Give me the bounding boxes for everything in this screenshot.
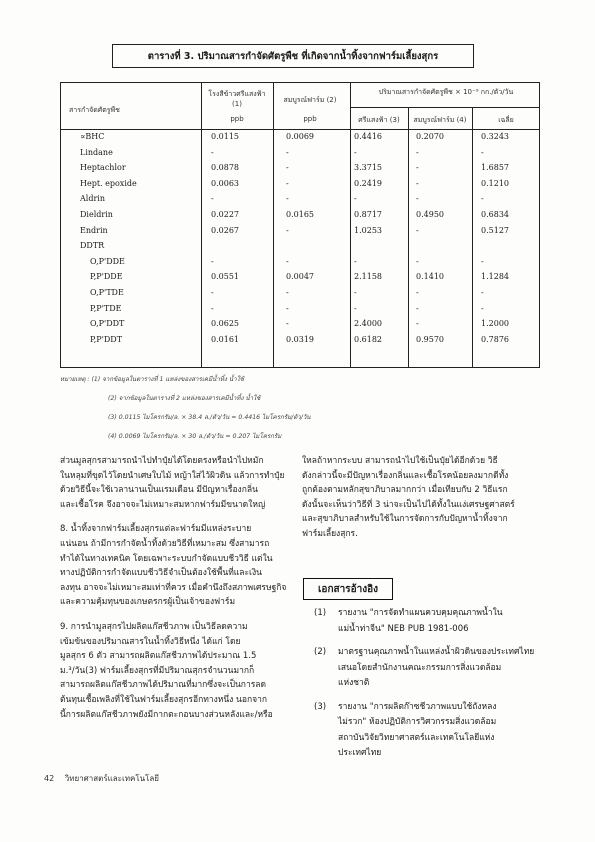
text-line: ใหลถ้าหากระบบ สามารถนำไปใช้เป็นปุ๋ยได้อีกด้วย วิธี: [302, 456, 498, 466]
table-cell: 0.8717: [354, 210, 382, 219]
table-cell: 0.0551: [211, 272, 239, 282]
table-cell: 2.4000: [354, 319, 382, 329]
table-row: [61, 272, 539, 286]
header-col4: สมบูรณ์ฟาร์ม (4): [413, 116, 467, 124]
table-header: [61, 83, 539, 130]
table-cell: -: [416, 163, 419, 173]
table-cell: 0.0161: [211, 334, 239, 344]
text-line: ลงทุน อาจจะไม่เหมาะสมเท่าที่ควร เมื่อคำนึงถึงสภาพเศรษฐกิจ: [60, 582, 287, 593]
table-row: [61, 194, 539, 208]
table-cell: 1.2000: [481, 319, 509, 329]
table-row: [61, 163, 539, 177]
table-cell: -: [416, 147, 419, 157]
pesticide-name: Hept. epoxide: [80, 178, 137, 188]
reference-text: รายงาน "การจัดทำแผนควบคุมคุณภาพน้ำใน: [338, 608, 503, 618]
table-cell: 1.0253: [354, 225, 382, 235]
reference-text: ประเทศไทย: [338, 748, 382, 758]
header-somboon: สมบูรณ์ฟาร์ม (2): [283, 96, 337, 104]
pesticide-name: Aldrin: [80, 194, 105, 204]
text-line: สามารถผลิตแก๊สชีวภาพได้ปริมาณที่มากซึ่งจะเป็นการลด: [60, 680, 267, 691]
note: (3) 0.0115 ไมโครกรัม/ล. × 38.4 ล./ตัว/วัน = 0.4416 ไมโครกรัม/ตัว/วัน: [108, 414, 311, 421]
table-row: [61, 304, 539, 318]
table-row: [61, 179, 539, 193]
header-srisaengfa: โรงสีข้าวศรีแสงฟ้า (1): [208, 90, 266, 108]
header-unit-1: ppb: [230, 115, 244, 123]
table-cell: 3.3715: [354, 163, 382, 173]
text-line: 9. การนำมูลสุกรไปผลิตแก๊สชีวภาพ เป็นวิธีลดความ: [60, 621, 248, 632]
text-line: ต้นทุนเชื้อเพลิงที่ใช้ในฟาร์มเลี้ยงสุกรอีกทางหนึ่ง นอกจาก: [60, 694, 267, 705]
table-cell: -: [211, 288, 214, 297]
table-cell: -: [286, 194, 289, 204]
header-unit-2: ppb: [303, 115, 317, 123]
table-cell: -: [354, 303, 357, 313]
reference-number: (2): [314, 647, 327, 657]
reference-text: มาตรฐานคุณภาพน้ำในแหล่งน้ำผิวดินของประเทศไทย: [338, 647, 535, 657]
pesticide-name: Dieldrin: [80, 210, 113, 219]
table-row: [61, 319, 539, 333]
table-cell: 0.9570: [416, 334, 444, 344]
body-text-left: [60, 454, 286, 722]
table-cell: -: [286, 147, 289, 157]
text-line: ทางปฏิบัติการกำจัดแบบชีววิธีจำเป็นต้องใช้พื้นที่และเงิน: [60, 568, 262, 579]
table-cell: 1.1284: [481, 272, 509, 282]
table-cell: -: [416, 288, 419, 297]
table-notes: [60, 370, 530, 446]
reference-text: สถาบันวิจัยวิทยาศาสตร์และเทคโนโลยีแห่ง: [338, 732, 495, 743]
table-cell: -: [211, 256, 214, 266]
table-row: [61, 210, 539, 224]
table-cell: -: [211, 194, 214, 204]
table-cell: 2.1158: [354, 272, 382, 282]
table-cell: -: [481, 147, 484, 157]
table-cell: 0.0165: [286, 210, 314, 219]
text-line: นี้การผลิตแก๊สชีวภาพยังมีกากตะกอนบางส่วนหลังและ/หรือ: [60, 709, 273, 720]
table-cell: 0.6834: [481, 210, 509, 219]
text-line: ถูกต้องตามหลักสุขาภิบาลมากกว่า เมื่อเทียบกับ 2 วิธีแรก: [302, 485, 508, 496]
table-cell: -: [481, 288, 484, 297]
table-cell: 0.1410: [416, 272, 444, 282]
table-cell: 1.6857: [481, 163, 509, 173]
table-row: [61, 226, 539, 240]
pesticide-name: O,P'DDE: [90, 256, 125, 266]
table-cell: -: [354, 194, 357, 204]
page-number: 42: [44, 774, 55, 783]
table-cell: 0.0047: [286, 272, 314, 282]
pesticide-table: [60, 82, 540, 368]
table-cell: 0.0069: [286, 132, 314, 141]
text-line: และสุขาภิบาลสำหรับใช้ในการจัดการกับปัญหาน้ำทิ้งจาก: [302, 514, 508, 525]
text-line: ส่วนมูลสุกรสามารถนำไปทำปุ๋ยได้โดยตรงหรือนำไปหมัก: [60, 456, 264, 466]
table-cell: -: [286, 288, 289, 297]
table-cell: 0.1210: [481, 178, 509, 188]
text-line: เข้มข้นของปริมาณสารในน้ำทิ้งวิธีหนึ่ง ได้แก่ โดย: [60, 636, 241, 647]
table-cell: -: [286, 303, 289, 313]
table-cell: 0.0063: [211, 178, 239, 188]
text-line: และความคุ้มทุนของเกษตรกรผู้เป็นเจ้าของฟาร์ม: [60, 597, 236, 608]
text-line: ในหลุมที่ขุดไว้โดยนำเศษใบไม้ หญ้าใส่ไว้ผิวดิน แล้วการทำปุ๋ย: [60, 470, 285, 481]
table-cell: 0.3243: [481, 132, 509, 141]
table-cell: 0.6182: [354, 334, 382, 344]
table-cell: -: [286, 319, 289, 329]
table-cell: 0.0267: [211, 225, 239, 235]
pesticide-name: O,P'TDE: [90, 288, 124, 297]
table-cell: 0.0115: [211, 132, 239, 141]
table-cell: -: [481, 256, 484, 266]
table-cell: -: [416, 256, 419, 266]
table-cell: -: [416, 303, 419, 313]
text-line: [60, 610, 286, 620]
text-line: ทำได้ในทางเทคนิค โดยเฉพาะระบบกำจัดแบบชีววิธี แต่ใน: [60, 553, 273, 564]
table-row: [61, 288, 539, 302]
text-line: 8. น้ำทิ้งจากฟาร์มเลี้ยงสุกรแต่ละฟาร์มมีแหล่งระบาย: [60, 524, 252, 535]
table-cell: 0.0625: [211, 319, 239, 329]
note: (4) 0.0069 ไมโครกรัม/ล. × 30 ล./ตัว/วัน = 0.207 ไมโครกรัม: [108, 433, 282, 440]
header-pesticide: สารกำจัดศัตรูพืช: [69, 106, 120, 114]
table-cell: -: [416, 194, 419, 204]
reference-text: แห่งชาติ: [338, 678, 370, 688]
table-cell: -: [416, 319, 419, 329]
table-cell: -: [286, 256, 289, 266]
text-line: ฟาร์มเลี้ยงสุกร.: [302, 528, 358, 539]
note: หมายเหตุ : (1) จากข้อมูลในตารางที่ 1 แหล่งของสารเคมีน้ำทิ้ง น้ำใช้: [60, 376, 244, 383]
text-line: และเชื้อโรค จึงอาจจะไม่เหมาะสมหากฟาร์มมีขนาดใหญ่: [60, 499, 266, 510]
table-cell: 0.0878: [211, 163, 239, 173]
table-cell: 0.2419: [354, 178, 382, 188]
table-cell: -: [481, 194, 484, 204]
table-cell: -: [286, 163, 289, 173]
text-line: ดังนั้นจะเห็นว่าวิธีที่ 3 น่าจะเป็นไปได้ทั้งในแง่เศรษฐศาสตร์: [302, 499, 515, 510]
table-cell: -: [481, 303, 484, 313]
table-row: [61, 257, 539, 271]
note: (2) จากข้อมูลในตารางที่ 2 แหล่งของสารเคมีน้ำทิ้ง น้ำใช้: [108, 395, 261, 402]
table-caption: ตารางที่ 3. ปริมาณสารกำจัดศัตรูพืช ที่เกิดจากน้ำทิ้งจากฟาร์มเลี้ยงสุกร: [112, 44, 474, 68]
table-cell: -: [416, 225, 419, 235]
table-cell: -: [416, 178, 419, 188]
table-cell: 0.7876: [481, 334, 509, 344]
text-line: แน่นอน ถ้ามีการกำจัดน้ำทิ้งด้วยวิธีที่เหมาะสม ซึ่งสามารถ: [60, 538, 270, 549]
text-line: [60, 512, 286, 522]
pesticide-name: Endrin: [80, 225, 108, 235]
reference-number: (3): [314, 701, 327, 712]
pesticide-name: P,P'DDE: [90, 272, 123, 282]
pesticide-name: Lindane: [80, 147, 113, 157]
table-cell: 0.0319: [286, 334, 314, 344]
table-cell: 0.4950: [416, 210, 444, 219]
table-row: [61, 148, 539, 162]
reference-text: ไม่รวก" ห้องปฏิบัติการวิศวกรรมสิ่งแวดล้อม: [338, 717, 497, 727]
pesticide-name: O,P'DDT: [90, 319, 125, 329]
table-row: [61, 132, 539, 146]
table-cell: 0.0227: [211, 210, 239, 219]
references-heading: เอกสารอ้างอิง: [303, 578, 393, 600]
header-group: ปริมาณสารกำจัดศัตรูพืช × 10⁻⁹ กก./ตัว/วัน: [378, 88, 514, 96]
header-col5: เฉลี่ย: [498, 116, 514, 124]
pesticide-name: DDTR: [80, 241, 105, 251]
table-cell: -: [354, 256, 357, 266]
table-cell: 0.2070: [416, 132, 444, 141]
text-line: ดังกล่าวนี้จะมีปัญหาเรื่องกลิ่นและเชื้อโรคน้อยลงมากดีทั้ง: [302, 470, 509, 481]
reference-text: แม่น้ำท่าจีน" NEB PUB 1981-006: [338, 623, 469, 634]
reference-text: เสนอโดยสำนักงานคณะกรรมการสิ่งแวดล้อม: [338, 662, 502, 673]
table-cell: -: [286, 225, 289, 235]
reference-text: รายงาน "การผลิตก๊าซชีวภาพแบบใช้ถังหลง: [338, 701, 497, 712]
reference-number: (1): [314, 608, 327, 618]
table-cell: -: [211, 147, 214, 157]
page-footer: [44, 772, 159, 785]
pesticide-name: ∝BHC: [80, 132, 105, 141]
table-cell: -: [354, 147, 357, 157]
pesticide-name: P,P'TDE: [90, 303, 122, 313]
table-cell: 0.5127: [481, 225, 509, 235]
table-cell: -: [354, 288, 357, 297]
text-line: ม.³/วัน(3) ฟาร์มเลี้ยงสุกรที่มีปริมาณสุกรจำนวนมากก็: [60, 665, 255, 676]
table-cell: -: [286, 178, 289, 188]
header-divider: [351, 107, 539, 108]
table-cell: 0.4416: [354, 132, 382, 141]
body-text-right: [302, 454, 515, 542]
journal-name: วิทยาศาสตร์และเทคโนโลยี: [64, 774, 159, 783]
table-row: [61, 335, 539, 349]
pesticide-name: Heptachlor: [80, 163, 126, 173]
text-line: ด้วยวิธีนี้จะใช้เวลานานเป็นแรมเดือน มีปัญหาเรื่องกลิ่น: [60, 485, 258, 496]
text-line: มูลสุกร 6 ตัว สามารถผลิตแก๊สชีวภาพได้ประมาณ 1.5: [60, 651, 257, 662]
table-row: [61, 241, 539, 255]
table-cell: -: [211, 303, 214, 313]
pesticide-name: P,P'DDT: [90, 334, 123, 344]
header-col3: ศรีแสงฟ้า (3): [358, 116, 400, 124]
